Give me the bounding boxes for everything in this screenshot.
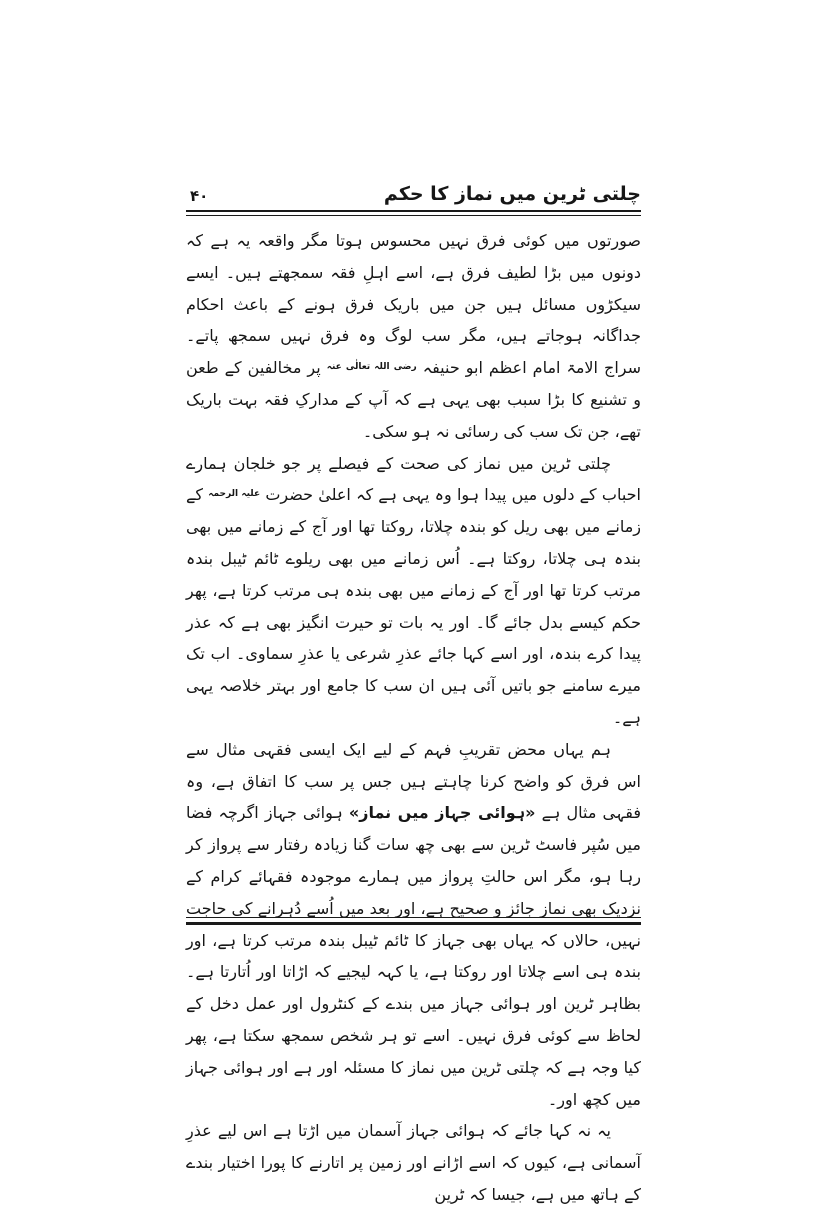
paragraph-1-text-continued: پر مخالفین کے طعن و تشنیع کا بڑا سبب بھی یہی ہے کہ آپ کے مدارکِ فقہ بہت باریک تھے، جن تک سب کی رسائی نہ ہو سکی۔ [186,358,641,441]
paragraph-3-text: ہم یہاں محض تقریبِ فہم کے لیے ایک ایسی فقہی مثال سے اس فرق کو واضح کرنا چاہتے ہیں جس پر سب کا اتفاق ہے، وہ فقہی مثال ہے [186,739,642,823]
paragraph-4 [186,1115,641,1210]
header-divider [186,210,641,216]
page-header [186,183,641,205]
paragraph-2-text: چلتی ٹرین میں نماز کی صحت کے فیصلے پر جو خلجان ہمارے احباب کے دلوں میں پیدا ہوا وہ یہی ہے کہ اعلیٰ حضرت [186,453,642,505]
footer-divider [186,917,641,925]
page-content [186,183,641,1211]
paragraph-2 [186,448,641,734]
body-text [186,225,641,1211]
honorific-alayhir-rahmah: علیہ الرحمہ [208,489,261,500]
paragraph-4-text: یہ نہ کہا جائے کہ ہوائی جہاز آسمان میں اڑتا ہے اس لیے عذرِ آسمانی ہے، کیوں کہ اسے اڑانے اور زمین پر اتارنے کا پورا اختیار بندے کے ہاتھ میں ہے، جیسا کہ ٹرین [186,1121,642,1204]
paragraph-3-text-continued: ہوائی جہاز اگرچہ فضا میں سُپر فاسٹ ٹرین سے بھی چھ سات گنا زیادہ رفتار سے پرواز کر رہا ہو، مگر اس حالتِ پرواز میں ہمارے موجودہ فقہائے کرام کے نزدیک بھی نماز جائز و صحیح ہے، اور بعد میں اُسے دُہرانے کی حاجت نہیں، حالاں کہ یہاں بھی جہاز کا ٹائم ٹیبل بندہ مرتب کرتا ہے، اور بندہ ہی اسے چلاتا اور روکتا ہے، یا کہہ لیجیے کہ اڑاتا اور اُتارتا ہے۔ بظاہر ٹرین اور ہوائی جہاز میں بندے کے کنٹرول اور عمل دخل کے لحاظ سے کوئی فرق نہیں۔ اسے تو ہر شخص سمجھ سکتا ہے، پھر کیا وجہ ہے کہ چلتی ٹرین میں نماز کا مسئلہ اور ہے اور ہوائی جہاز میں کچھ اور۔ [186,803,641,1109]
honorific-radi-allahu-anhu: رضی اللہ تعالٰی عنہ [326,362,417,373]
paragraph-1-text: صورتوں میں کوئی فرق نہیں محسوس ہوتا مگر واقعہ یہ ہے کہ دونوں میں بڑا لطیف فرق ہے، اسے اہلِ فقہ سمجھتے ہیں۔ ایسے سیکڑوں مسائل ہیں جن میں باریک فرق ہونے کے باعث احکام جداگانہ ہوجاتے ہیں، مگر سب لوگ وہ فرق نہیں سمجھ پاتے۔ سراج الامۃ امام اعظم ابو حنیفہ [186,231,642,378]
paragraph-2-text-continued: کے زمانے میں بھی ریل کو بندہ چلاتا، روکتا تھا اور آج کے زمانے میں بھی بندہ ہی چلاتا، روکتا ہے۔ اُس زمانے میں بھی ریلوے ٹائم ٹیبل بندہ مرتب کرتا تھا اور آج کے زمانے میں بھی بندہ ہی مرتب کرتا ہے، پھر حکم کیسے بدل جائے گا۔ اور یہ بات تو حیرت انگیز بھی ہے کہ عذر پیدا کرے بندہ، اور اسے کہا جائے عذرِ شرعی یا عذرِ سماوی۔ اب تک میرے سامنے جو باتیں آئی ہیں ان سب کا جامع اور بہتر خلاصہ یہی ہے۔ [186,485,641,727]
page-number: ۴۰ [190,187,209,205]
paragraph-1 [186,225,641,448]
bold-quoted-phrase: «ہوائی جہاز میں نماز» [348,803,536,823]
running-title: چلتی ٹرین میں نماز کا حکم [383,183,641,205]
